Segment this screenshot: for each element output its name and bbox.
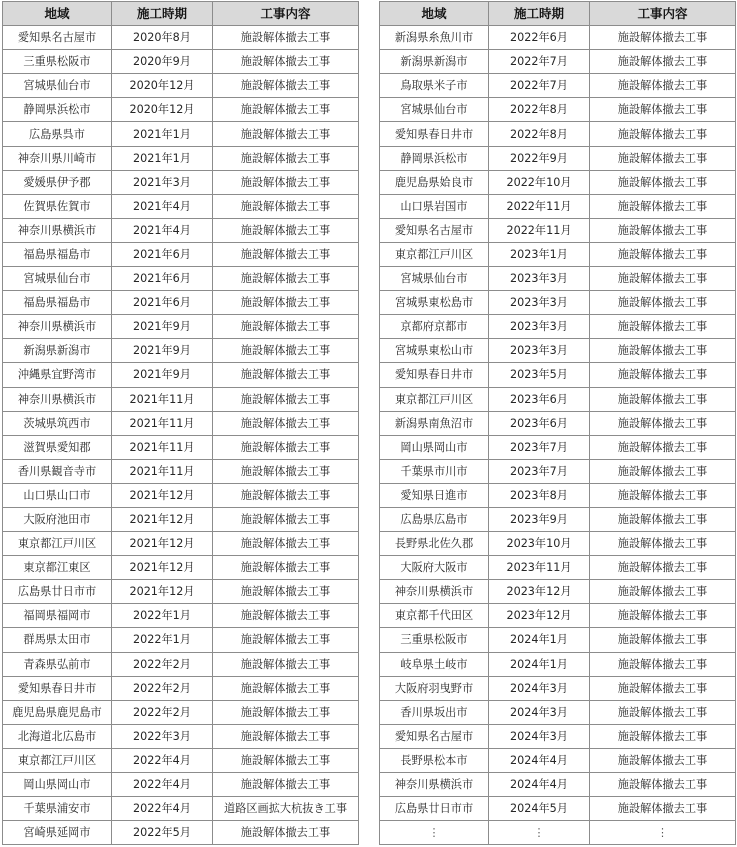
cell-content: 施設解体撤去工事 xyxy=(213,194,359,218)
table-row xyxy=(380,532,736,556)
cell-content: 施設解体撤去工事 xyxy=(213,98,359,122)
cell-content: 施設解体撤去工事 xyxy=(213,146,359,170)
cell-period: 2022年5月 xyxy=(112,821,213,845)
cell-region: 愛知県春日井市 xyxy=(380,363,489,387)
table-row xyxy=(380,435,736,459)
cell-content: 施設解体撤去工事 xyxy=(213,821,359,845)
cell-content: 施設解体撤去工事 xyxy=(213,74,359,98)
table-row xyxy=(3,339,359,363)
cell-period: 2024年1月 xyxy=(489,628,590,652)
table-row xyxy=(380,700,736,724)
cell-region: 神奈川県横浜市 xyxy=(3,387,112,411)
cell-content: 施設解体撤去工事 xyxy=(213,122,359,146)
cell-region: 宮城県仙台市 xyxy=(380,267,489,291)
cell-region: ⋮ xyxy=(380,821,489,845)
table-row xyxy=(3,435,359,459)
cell-region: 静岡県浜松市 xyxy=(380,146,489,170)
cell-period: 2021年11月 xyxy=(112,459,213,483)
cell-content: 施設解体撤去工事 xyxy=(590,242,736,266)
cell-content: 施設解体撤去工事 xyxy=(213,315,359,339)
table-row xyxy=(380,676,736,700)
cell-period: 2022年4月 xyxy=(112,773,213,797)
cell-region: 岐阜県土岐市 xyxy=(380,652,489,676)
cell-content: 施設解体撤去工事 xyxy=(213,748,359,772)
cell-period: 2021年4月 xyxy=(112,194,213,218)
cell-content: 施設解体撤去工事 xyxy=(213,267,359,291)
table-row xyxy=(380,26,736,50)
cell-content: 施設解体撤去工事 xyxy=(213,242,359,266)
cell-period: 2024年3月 xyxy=(489,724,590,748)
cell-region: 長野県松本市 xyxy=(380,748,489,772)
cell-content: 施設解体撤去工事 xyxy=(590,459,736,483)
header-period: 施工時期 xyxy=(489,2,590,26)
cell-content: 施設解体撤去工事 xyxy=(590,797,736,821)
cell-content: 施設解体撤去工事 xyxy=(590,724,736,748)
cell-region: 三重県松阪市 xyxy=(380,628,489,652)
cell-period: 2023年3月 xyxy=(489,291,590,315)
table-row xyxy=(380,267,736,291)
cell-region: 愛媛県伊予郡 xyxy=(3,170,112,194)
cell-content: 施設解体撤去工事 xyxy=(213,652,359,676)
cell-period: 2021年3月 xyxy=(112,170,213,194)
cell-region: 新潟県南魚沼市 xyxy=(380,411,489,435)
cell-period: 2021年6月 xyxy=(112,242,213,266)
construction-records-table-right xyxy=(379,1,736,845)
cell-content: 施設解体撤去工事 xyxy=(590,532,736,556)
table-row xyxy=(380,507,736,531)
cell-period: 2021年1月 xyxy=(112,122,213,146)
cell-period: 2022年2月 xyxy=(112,676,213,700)
cell-region: 佐賀県佐賀市 xyxy=(3,194,112,218)
cell-region: 東京都千代田区 xyxy=(380,604,489,628)
cell-content: ⋮ xyxy=(590,821,736,845)
cell-content: 施設解体撤去工事 xyxy=(590,50,736,74)
cell-content: 道路区画拡大杭抜き工事 xyxy=(213,797,359,821)
table-row xyxy=(3,218,359,242)
table-row xyxy=(380,98,736,122)
cell-region: 神奈川県横浜市 xyxy=(380,580,489,604)
cell-content: 施設解体撤去工事 xyxy=(213,339,359,363)
cell-region: 愛知県春日井市 xyxy=(380,122,489,146)
cell-region: 愛知県名古屋市 xyxy=(380,218,489,242)
cell-content: 施設解体撤去工事 xyxy=(590,387,736,411)
cell-period: 2023年7月 xyxy=(489,435,590,459)
cell-region: 香川県坂出市 xyxy=(380,700,489,724)
cell-period: 2023年12月 xyxy=(489,604,590,628)
cell-region: 沖縄県宜野湾市 xyxy=(3,363,112,387)
header-content: 工事内容 xyxy=(590,2,736,26)
header-row xyxy=(380,2,736,26)
cell-period: 2023年11月 xyxy=(489,556,590,580)
table-row xyxy=(3,628,359,652)
cell-region: 大阪府大阪市 xyxy=(380,556,489,580)
cell-period: 2020年12月 xyxy=(112,74,213,98)
cell-region: 愛知県春日井市 xyxy=(3,676,112,700)
table-row xyxy=(380,411,736,435)
cell-content: 施設解体撤去工事 xyxy=(590,267,736,291)
cell-content: 施設解体撤去工事 xyxy=(590,291,736,315)
table-row xyxy=(380,724,736,748)
table-row xyxy=(3,459,359,483)
cell-period: 2022年8月 xyxy=(489,122,590,146)
cell-period: 2020年8月 xyxy=(112,26,213,50)
cell-period: 2023年8月 xyxy=(489,483,590,507)
cell-content: 施設解体撤去工事 xyxy=(590,652,736,676)
cell-content: 施設解体撤去工事 xyxy=(213,773,359,797)
cell-content: 施設解体撤去工事 xyxy=(213,532,359,556)
cell-region: 新潟県糸魚川市 xyxy=(380,26,489,50)
cell-period: 2022年11月 xyxy=(489,218,590,242)
cell-region: 鹿児島県姶良市 xyxy=(380,170,489,194)
header-row xyxy=(3,2,359,26)
table-row xyxy=(3,170,359,194)
header-content: 工事内容 xyxy=(213,2,359,26)
cell-period: 2021年12月 xyxy=(112,580,213,604)
cell-content: 施設解体撤去工事 xyxy=(590,435,736,459)
cell-region: 岡山県岡山市 xyxy=(380,435,489,459)
table-row xyxy=(3,580,359,604)
table-row xyxy=(3,411,359,435)
table-row xyxy=(380,50,736,74)
cell-region: 三重県松阪市 xyxy=(3,50,112,74)
cell-period: 2024年4月 xyxy=(489,773,590,797)
cell-region: 宮城県仙台市 xyxy=(3,267,112,291)
table-row xyxy=(3,363,359,387)
cell-period: 2024年3月 xyxy=(489,700,590,724)
cell-region: 千葉県浦安市 xyxy=(3,797,112,821)
table-row xyxy=(3,242,359,266)
cell-period: 2022年7月 xyxy=(489,50,590,74)
cell-content: 施設解体撤去工事 xyxy=(590,26,736,50)
cell-content: 施設解体撤去工事 xyxy=(590,748,736,772)
cell-period: 2021年9月 xyxy=(112,315,213,339)
cell-content: 施設解体撤去工事 xyxy=(590,773,736,797)
cell-region: 青森県弘前市 xyxy=(3,652,112,676)
cell-region: 宮城県仙台市 xyxy=(380,98,489,122)
cell-period: 2024年5月 xyxy=(489,797,590,821)
table-row xyxy=(3,556,359,580)
cell-period: 2020年12月 xyxy=(112,98,213,122)
cell-period: 2021年6月 xyxy=(112,267,213,291)
cell-region: 神奈川県横浜市 xyxy=(3,218,112,242)
table-row xyxy=(3,532,359,556)
table-row xyxy=(3,291,359,315)
table-row xyxy=(3,676,359,700)
cell-period: 2023年7月 xyxy=(489,459,590,483)
header-region: 地域 xyxy=(380,2,489,26)
table-row xyxy=(3,122,359,146)
cell-region: 愛知県日進市 xyxy=(380,483,489,507)
table-row xyxy=(3,652,359,676)
cell-period: 2022年8月 xyxy=(489,98,590,122)
right-table-container xyxy=(379,1,736,845)
cell-period: 2023年10月 xyxy=(489,532,590,556)
cell-content: 施設解体撤去工事 xyxy=(213,218,359,242)
cell-region: 静岡県浜松市 xyxy=(3,98,112,122)
header-period: 施工時期 xyxy=(112,2,213,26)
cell-content: 施設解体撤去工事 xyxy=(590,580,736,604)
cell-region: 長野県北佐久郡 xyxy=(380,532,489,556)
cell-period: ⋮ xyxy=(489,821,590,845)
table-row xyxy=(3,483,359,507)
cell-content: 施設解体撤去工事 xyxy=(213,604,359,628)
cell-content: 施設解体撤去工事 xyxy=(590,363,736,387)
cell-region: 神奈川県横浜市 xyxy=(380,773,489,797)
table-row xyxy=(380,797,736,821)
cell-period: 2022年7月 xyxy=(489,74,590,98)
cell-period: 2020年9月 xyxy=(112,50,213,74)
cell-region: 福岡県福岡市 xyxy=(3,604,112,628)
cell-content: 施設解体撤去工事 xyxy=(213,50,359,74)
table-row xyxy=(380,821,736,845)
table-row xyxy=(380,194,736,218)
cell-content: 施設解体撤去工事 xyxy=(590,628,736,652)
cell-content: 施設解体撤去工事 xyxy=(590,556,736,580)
left-table-container xyxy=(2,1,359,845)
cell-content: 施設解体撤去工事 xyxy=(213,580,359,604)
cell-content: 施設解体撤去工事 xyxy=(213,724,359,748)
table-row xyxy=(380,748,736,772)
cell-content: 施設解体撤去工事 xyxy=(590,98,736,122)
cell-region: 香川県観音寺市 xyxy=(3,459,112,483)
cell-region: 大阪府羽曳野市 xyxy=(380,676,489,700)
cell-region: 福島県福島市 xyxy=(3,291,112,315)
cell-period: 2022年11月 xyxy=(489,194,590,218)
table-row xyxy=(380,363,736,387)
table-row xyxy=(380,483,736,507)
table-row xyxy=(3,74,359,98)
cell-region: 広島県廿日市市 xyxy=(3,580,112,604)
cell-region: 新潟県新潟市 xyxy=(3,339,112,363)
cell-content: 施設解体撤去工事 xyxy=(590,170,736,194)
cell-region: 山口県山口市 xyxy=(3,483,112,507)
cell-period: 2022年9月 xyxy=(489,146,590,170)
cell-period: 2023年3月 xyxy=(489,315,590,339)
table-row xyxy=(380,580,736,604)
table-row xyxy=(380,339,736,363)
cell-period: 2022年1月 xyxy=(112,604,213,628)
cell-content: 施設解体撤去工事 xyxy=(590,411,736,435)
cell-content: 施設解体撤去工事 xyxy=(213,435,359,459)
table-row xyxy=(3,604,359,628)
cell-period: 2022年10月 xyxy=(489,170,590,194)
cell-region: 鹿児島県鹿児島市 xyxy=(3,700,112,724)
table-row xyxy=(380,652,736,676)
cell-period: 2021年11月 xyxy=(112,411,213,435)
cell-content: 施設解体撤去工事 xyxy=(590,483,736,507)
cell-content: 施設解体撤去工事 xyxy=(213,363,359,387)
header-region: 地域 xyxy=(3,2,112,26)
table-row xyxy=(3,267,359,291)
cell-region: 東京都江戸川区 xyxy=(380,387,489,411)
cell-region: 滋賀県愛知郡 xyxy=(3,435,112,459)
table-row xyxy=(380,291,736,315)
cell-region: 東京都江戸川区 xyxy=(3,748,112,772)
cell-content: 施設解体撤去工事 xyxy=(213,676,359,700)
table-row xyxy=(380,146,736,170)
cell-region: 広島県呉市 xyxy=(3,122,112,146)
table-row xyxy=(380,556,736,580)
table-row xyxy=(3,700,359,724)
cell-content: 施設解体撤去工事 xyxy=(590,700,736,724)
cell-period: 2021年11月 xyxy=(112,387,213,411)
table-row xyxy=(380,315,736,339)
cell-period: 2022年1月 xyxy=(112,628,213,652)
cell-region: 宮城県東松島市 xyxy=(380,291,489,315)
cell-content: 施設解体撤去工事 xyxy=(213,170,359,194)
cell-region: 神奈川県横浜市 xyxy=(3,315,112,339)
table-row xyxy=(380,773,736,797)
cell-period: 2021年4月 xyxy=(112,218,213,242)
table-row xyxy=(3,98,359,122)
cell-period: 2021年12月 xyxy=(112,507,213,531)
cell-period: 2021年12月 xyxy=(112,483,213,507)
cell-content: 施設解体撤去工事 xyxy=(590,339,736,363)
cell-content: 施設解体撤去工事 xyxy=(590,194,736,218)
cell-period: 2021年9月 xyxy=(112,339,213,363)
table-row xyxy=(3,194,359,218)
cell-region: 宮城県東松山市 xyxy=(380,339,489,363)
cell-region: 山口県岩国市 xyxy=(380,194,489,218)
cell-content: 施設解体撤去工事 xyxy=(213,459,359,483)
cell-content: 施設解体撤去工事 xyxy=(590,676,736,700)
table-row xyxy=(3,773,359,797)
cell-period: 2024年4月 xyxy=(489,748,590,772)
cell-content: 施設解体撤去工事 xyxy=(213,291,359,315)
cell-region: 茨城県筑西市 xyxy=(3,411,112,435)
cell-period: 2022年4月 xyxy=(112,797,213,821)
cell-period: 2024年1月 xyxy=(489,652,590,676)
cell-region: 神奈川県川崎市 xyxy=(3,146,112,170)
cell-period: 2024年3月 xyxy=(489,676,590,700)
cell-region: 広島県廿日市市 xyxy=(380,797,489,821)
cell-content: 施設解体撤去工事 xyxy=(590,507,736,531)
cell-content: 施設解体撤去工事 xyxy=(213,700,359,724)
table-row xyxy=(3,821,359,845)
table-row xyxy=(3,315,359,339)
cell-period: 2023年9月 xyxy=(489,507,590,531)
cell-region: 群馬県太田市 xyxy=(3,628,112,652)
cell-content: 施設解体撤去工事 xyxy=(213,628,359,652)
table-row xyxy=(380,74,736,98)
cell-period: 2022年2月 xyxy=(112,700,213,724)
cell-content: 施設解体撤去工事 xyxy=(213,483,359,507)
cell-region: 千葉県市川市 xyxy=(380,459,489,483)
cell-content: 施設解体撤去工事 xyxy=(590,218,736,242)
table-row xyxy=(380,604,736,628)
cell-period: 2021年6月 xyxy=(112,291,213,315)
table-row xyxy=(380,170,736,194)
cell-region: 京都府京都市 xyxy=(380,315,489,339)
table-row xyxy=(3,387,359,411)
cell-period: 2023年1月 xyxy=(489,242,590,266)
table-row xyxy=(380,242,736,266)
table-row xyxy=(3,26,359,50)
cell-region: 北海道北広島市 xyxy=(3,724,112,748)
table-row xyxy=(3,724,359,748)
cell-content: 施設解体撤去工事 xyxy=(590,146,736,170)
cell-period: 2021年11月 xyxy=(112,435,213,459)
cell-period: 2021年12月 xyxy=(112,556,213,580)
cell-region: 福島県福島市 xyxy=(3,242,112,266)
cell-period: 2021年9月 xyxy=(112,363,213,387)
table-row xyxy=(3,507,359,531)
cell-region: 愛知県名古屋市 xyxy=(380,724,489,748)
table-row xyxy=(380,122,736,146)
cell-period: 2022年6月 xyxy=(489,26,590,50)
table-row xyxy=(3,146,359,170)
right-table-body xyxy=(380,26,736,845)
table-row xyxy=(380,459,736,483)
cell-region: 愛知県名古屋市 xyxy=(3,26,112,50)
cell-region: 東京都江東区 xyxy=(3,556,112,580)
cell-region: 大阪府池田市 xyxy=(3,507,112,531)
table-row xyxy=(3,748,359,772)
table-row xyxy=(3,797,359,821)
cell-period: 2023年6月 xyxy=(489,411,590,435)
cell-content: 施設解体撤去工事 xyxy=(590,604,736,628)
cell-content: 施設解体撤去工事 xyxy=(213,507,359,531)
construction-records-table-left xyxy=(2,1,359,845)
cell-content: 施設解体撤去工事 xyxy=(213,26,359,50)
table-row xyxy=(3,50,359,74)
cell-region: 新潟県新潟市 xyxy=(380,50,489,74)
cell-region: 東京都江戸川区 xyxy=(380,242,489,266)
cell-period: 2022年3月 xyxy=(112,724,213,748)
table-row xyxy=(380,387,736,411)
cell-content: 施設解体撤去工事 xyxy=(590,315,736,339)
cell-period: 2021年1月 xyxy=(112,146,213,170)
cell-period: 2022年2月 xyxy=(112,652,213,676)
cell-region: 宮崎県延岡市 xyxy=(3,821,112,845)
cell-region: 鳥取県米子市 xyxy=(380,74,489,98)
cell-period: 2022年4月 xyxy=(112,748,213,772)
cell-content: 施設解体撤去工事 xyxy=(590,122,736,146)
cell-region: 東京都江戸川区 xyxy=(3,532,112,556)
cell-content: 施設解体撤去工事 xyxy=(590,74,736,98)
cell-period: 2023年6月 xyxy=(489,387,590,411)
cell-content: 施設解体撤去工事 xyxy=(213,556,359,580)
cell-content: 施設解体撤去工事 xyxy=(213,411,359,435)
cell-period: 2023年3月 xyxy=(489,267,590,291)
table-row xyxy=(380,218,736,242)
cell-region: 岡山県岡山市 xyxy=(3,773,112,797)
cell-period: 2021年12月 xyxy=(112,532,213,556)
cell-region: 宮城県仙台市 xyxy=(3,74,112,98)
cell-period: 2023年12月 xyxy=(489,580,590,604)
left-table-body xyxy=(3,26,359,845)
cell-period: 2023年5月 xyxy=(489,363,590,387)
cell-content: 施設解体撤去工事 xyxy=(213,387,359,411)
cell-period: 2023年3月 xyxy=(489,339,590,363)
table-row xyxy=(380,628,736,652)
cell-region: 広島県広島市 xyxy=(380,507,489,531)
